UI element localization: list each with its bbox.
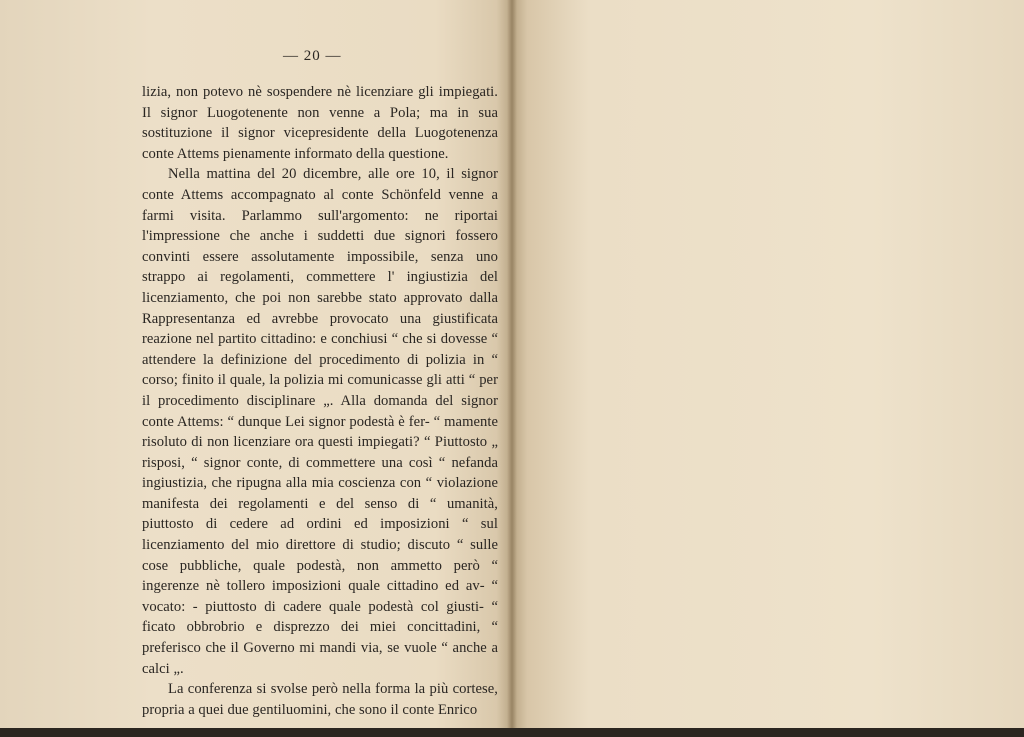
left-page-text [142,82,498,720]
left-page [0,0,512,728]
page-number-left: — 20 — [283,48,342,64]
paragraph: lizia, non potevo nè sospendere nè licenziare gli impiegati. Il signor Luogotenente non venne a Pola; ma in sua sostituzione il signor vicepresidente della Luogotenenza conte Attems pienamente informato della questione. [142,84,498,162]
paragraph: Nella mattina del 20 dicembre, alle ore 10, il signor conte Attems accompagnato al conte Schönfeld venne a farmi visita. Parlammo sull'argomento: ne riportai l'impressione che anche i suddetti due signori fossero convinti essere assolutamente impossibile, senza uno strappo ai regolamenti, commettere l' ingiustizia del licenziamento, che poi non sarebbe stato approvato dalla Rappresentanza ed avrebbe provocato una giustificata reazione nel partito cittadino: e conchiusi “ che si dovesse “ attendere la definizione del procedimento di polizia in “ corso; finito il quale, la polizia mi comunicasse gli atti “ per il procedimento disciplinare „. Alla domanda del signor conte Attems: “ dunque Lei signor podestà è fer- “ mamente risoluto di non licenziare ora questi impiegati? “ Piuttosto „ risposi, “ signor conte, di commettere una così “ nefanda ingiustizia, che ripugna alla mia coscienza con “ violazione manifesta dei regolamenti e del senso di “ umanità, piuttosto di cedere ad ordini ed imposizioni “ sul licenziamento del mio direttore di studio; discuto “ sulle cose pubbliche, quale podestà, non ammetto però “ ingerenze nè tollero imposizioni quale cittadino ed av- “ vocato: - piuttosto di cadere quale podestà col giusti- “ ficato obbrobrio e disprezzo dei miei concittadini, “ preferisco che il Governo mi mandi via, se vuole “ anche a calci „. [142,166,498,677]
paragraph: La conferenza si svolse però nella forma la più cortese, propria a quei due gentiluomini, che sono il conte Enrico [142,681,498,718]
book-gutter [507,0,517,728]
right-page [512,0,1024,728]
